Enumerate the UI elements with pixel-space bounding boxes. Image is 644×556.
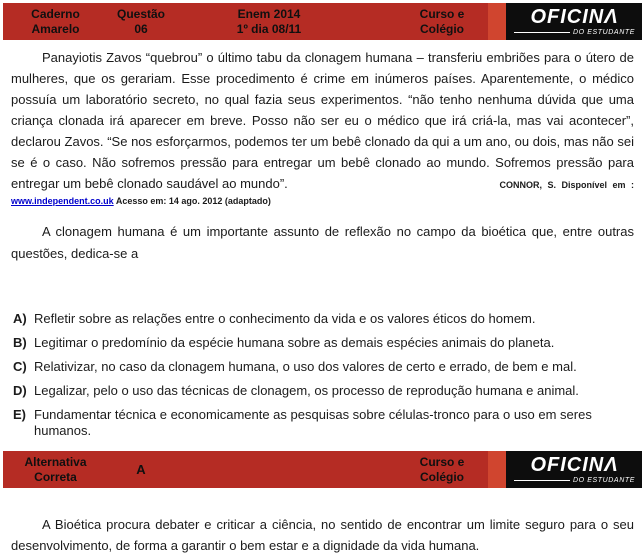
- question-number-value: 06: [134, 21, 148, 36]
- correct-alternative-label-line2: Correta: [34, 469, 77, 484]
- answer-course-line2: Colégio: [420, 469, 464, 484]
- source-attribution: CONNOR, S. Disponível em :: [494, 180, 634, 191]
- correct-alternative-label-line1: Alternativa: [24, 454, 87, 469]
- oficina-logo-wordmark: OFICINΛ: [530, 453, 619, 476]
- logo-rule: [514, 480, 570, 481]
- commentary-text: A Bioética procura debater e criticar a ciência, no sentido de encontrar um limite seguro para o seu desenvolvimento, de forma a garantir o bem estar e a dignidade da vida humana.: [11, 517, 634, 553]
- course-label-line1: Curso e: [419, 6, 465, 21]
- question-header-bar: [3, 3, 642, 40]
- exam-name: Enem 2014: [237, 6, 301, 21]
- oficina-logo: [506, 3, 642, 40]
- header-spacer: [364, 3, 396, 40]
- logo-rule: [514, 32, 570, 33]
- option-a-text: Refletir sobre as relações entre o conhecimento da vida e os valores éticos do homem.: [34, 311, 536, 326]
- source-citation: [11, 196, 634, 207]
- passage-body: Panayiotis Zavos “quebrou” o último tabu da clonagem humana – transferiu embriões para o útero de mulheres, que os gerariam. Esse procedimento é crime em inúmeros países. Aparentemente, o médico possuía um laboratório secreto, no qual fazia seus experimentos. “não tenho nenhuma dúvida que uma criança clonada irá aparecer em breve. Posso não ser eu o médico que irá criá-la, mas vai acontecer”, declarou Zavos. “Se nos esforçarmos, podemos ter um bebê clonado da qui a um ano, ou dois, mas não sei se é o caso. Não sofremos pressão para entregar um bebê clonado ao mundo. Sofremos pressão para entregar um bebê clonado saudável ao mundo”.: [11, 50, 634, 191]
- option-b-letter: B): [13, 335, 27, 350]
- course-label-line2: Colégio: [420, 21, 464, 36]
- oficina-logo-tagline: DO ESTUDANTE: [572, 28, 635, 36]
- answer-bar: [3, 451, 642, 488]
- question-number-label: Questão: [116, 6, 165, 21]
- exam-day: 1º dia 08/11: [236, 21, 302, 36]
- notebook-column: [3, 3, 108, 40]
- option-e-text: Fundamentar técnica e economicamente as pesquisas sobre células-tronco para o uso em seres humanos.: [34, 407, 592, 438]
- option-b-text: Legitimar o predomínio da espécie humana sobre as demais espécies animais do planeta.: [34, 335, 555, 350]
- option-a-letter: A): [13, 311, 27, 326]
- option-c-text: Relativizar, no caso da clonagem humana, o uso dos valores de certo e errado, de bem e mal.: [34, 359, 577, 374]
- answer-bar-spacer: [174, 451, 396, 488]
- correct-alternative-label: [3, 451, 108, 488]
- source-access-info: Acesso em: 14 ago. 2012 (adaptado): [115, 196, 271, 206]
- option-c: [13, 359, 634, 375]
- question-stem: A clonagem humana é um importante assunto de reflexão no campo da bioética que, entre outras questões, dedica-se a: [11, 224, 634, 261]
- option-a: [13, 311, 634, 327]
- notebook-value: Amarelo: [31, 21, 80, 36]
- logo-accent-stripe: [488, 451, 506, 488]
- course-column: [396, 3, 488, 40]
- option-c-letter: C): [13, 359, 27, 374]
- answer-course-line1: Curso e: [419, 454, 465, 469]
- source-link[interactable]: www.independent.co.uk: [11, 196, 114, 206]
- option-b: [13, 335, 634, 351]
- option-d: [13, 383, 634, 399]
- answer-course-column: [396, 451, 488, 488]
- exam-column: [174, 3, 364, 40]
- options-list: [11, 311, 634, 439]
- option-e: [13, 407, 634, 439]
- logo-accent-stripe: [488, 3, 506, 40]
- oficina-logo-tagline: DO ESTUDANTE: [572, 476, 635, 484]
- correct-alternative-value: A: [136, 462, 146, 477]
- passage-text: [11, 47, 634, 194]
- option-e-letter: E): [13, 407, 26, 422]
- option-d-letter: D): [13, 383, 27, 398]
- question-number-column: [108, 3, 174, 40]
- oficina-logo: [506, 451, 642, 488]
- oficina-logo-wordmark: OFICINΛ: [530, 5, 619, 28]
- option-d-text: Legalizar, pelo o uso das técnicas de clonagem, os processo de reprodução humana e animal.: [34, 383, 579, 398]
- notebook-label: Caderno: [31, 6, 80, 21]
